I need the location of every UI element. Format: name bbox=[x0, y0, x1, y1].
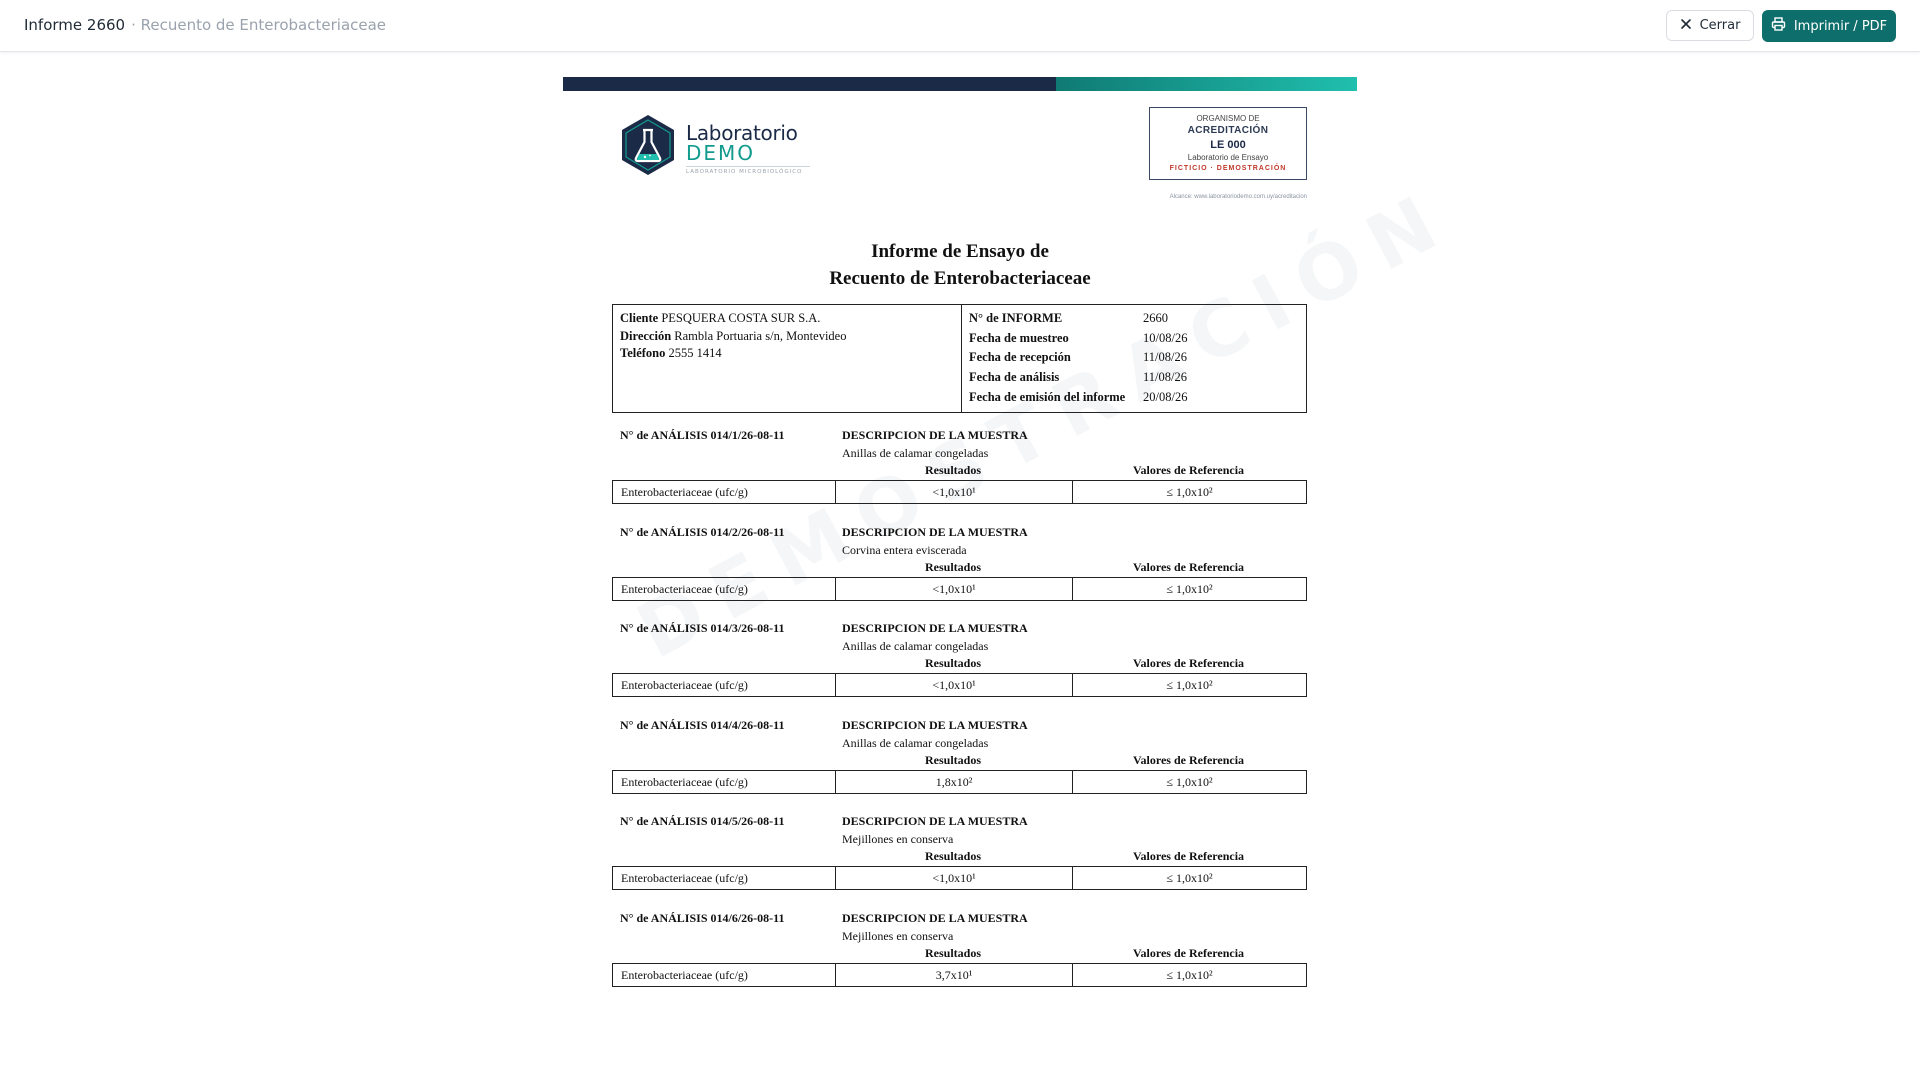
sample-description: Anillas de calamar congeladas bbox=[842, 639, 989, 653]
report-number-label: N° de INFORME bbox=[969, 311, 1063, 325]
sample-description: Anillas de calamar congeladas bbox=[842, 736, 989, 750]
reference-heading: Valores de Referencia bbox=[1132, 946, 1245, 960]
reference-cell: ≤ 1,0x10² bbox=[1166, 485, 1213, 499]
client-info-box bbox=[612, 304, 1307, 413]
analysis-number: N° de ANÁLISIS 014/1/26-08-11 bbox=[620, 428, 785, 442]
reference-cell: ≤ 1,0x10² bbox=[1166, 775, 1213, 789]
description-heading: DESCRIPCION DE LA MUESTRA bbox=[842, 525, 1028, 539]
analysis-number: N° de ANÁLISIS 014/4/26-08-11 bbox=[620, 718, 785, 732]
close-button[interactable] bbox=[1666, 10, 1754, 41]
close-icon bbox=[1680, 18, 1692, 34]
close-label: Cerrar bbox=[1699, 18, 1741, 33]
report-number-value: 2660 bbox=[1143, 311, 1168, 325]
header-band-teal bbox=[1056, 77, 1357, 91]
logo-divider bbox=[686, 166, 810, 167]
client-address: Rambla Portuaria s/n, Montevideo bbox=[674, 329, 847, 343]
description-heading: DESCRIPCION DE LA MUESTRA bbox=[842, 428, 1028, 442]
sample-description: Mejillones en conserva bbox=[842, 832, 954, 846]
window-title bbox=[24, 16, 386, 34]
reference-heading: Valores de Referencia bbox=[1132, 849, 1245, 863]
header-band-dark bbox=[563, 77, 1056, 91]
acc-line5: FICTICIO · DEMOSTRACIÓN bbox=[1169, 165, 1287, 172]
acc-line4: Laboratorio de Ensayo bbox=[1187, 153, 1269, 162]
acc-line2: ACREDITACIÓN bbox=[1187, 125, 1269, 136]
results-heading: Resultados bbox=[924, 463, 981, 477]
analysis-date-value: 11/08/26 bbox=[1143, 370, 1187, 384]
print-pdf-button[interactable] bbox=[1762, 10, 1896, 42]
result-row bbox=[612, 866, 1307, 890]
description-heading: DESCRIPCION DE LA MUESTRA bbox=[842, 718, 1028, 732]
description-heading: DESCRIPCION DE LA MUESTRA bbox=[842, 621, 1028, 635]
sampling-date-label: Fecha de muestreo bbox=[969, 331, 1069, 345]
parameter-cell: Enterobacteriaceae (ufc/g) bbox=[613, 867, 836, 889]
report-title-line1: Informe de Ensayo de bbox=[871, 241, 1049, 262]
parameter-cell: Enterobacteriaceae (ufc/g) bbox=[613, 578, 836, 600]
printer-icon bbox=[1771, 17, 1786, 35]
result-row bbox=[612, 770, 1307, 794]
top-bar bbox=[0, 0, 1920, 52]
results-heading: Resultados bbox=[924, 946, 981, 960]
sample-description: Corvina entera eviscerada bbox=[842, 543, 967, 557]
logo-line2: DEMO bbox=[686, 141, 756, 165]
description-heading: DESCRIPCION DE LA MUESTRA bbox=[842, 911, 1028, 925]
address-line: Dirección Rambla Portuaria s/n, Montevideo bbox=[620, 329, 847, 343]
reception-date-label: Fecha de recepción bbox=[969, 350, 1071, 364]
parameter-cell: Enterobacteriaceae (ufc/g) bbox=[613, 481, 836, 503]
client-line: Cliente PESQUERA COSTA SUR S.A. bbox=[620, 311, 821, 325]
sample-description: Mejillones en conserva bbox=[842, 929, 954, 943]
reference-cell: ≤ 1,0x10² bbox=[1166, 968, 1213, 982]
result-cell: 3,7x10¹ bbox=[836, 964, 1073, 986]
results-heading: Resultados bbox=[924, 849, 981, 863]
analysis-date-label: Fecha de análisis bbox=[969, 370, 1060, 384]
result-row bbox=[612, 673, 1307, 697]
issue-date-value: 20/08/26 bbox=[1143, 390, 1188, 404]
accreditation-scope: Alcance: www.laboratoriodemo.com.uy/acreditacion bbox=[1169, 194, 1307, 200]
result-row bbox=[612, 480, 1307, 504]
report-title: Informe 2660 bbox=[24, 16, 126, 34]
acc-line1: ORGANISMO DE bbox=[1196, 114, 1260, 123]
parameter-cell: Enterobacteriaceae (ufc/g) bbox=[613, 674, 836, 696]
reception-date-value: 11/08/26 bbox=[1143, 350, 1187, 364]
info-divider bbox=[961, 305, 962, 412]
report-document bbox=[563, 77, 1357, 1067]
analysis-number: N° de ANÁLISIS 014/6/26-08-11 bbox=[620, 911, 785, 925]
issue-date-label: Fecha de emisión del informe bbox=[969, 390, 1126, 404]
reference-cell: ≤ 1,0x10² bbox=[1166, 582, 1213, 596]
reference-heading: Valores de Referencia bbox=[1132, 656, 1245, 670]
results-heading: Resultados bbox=[924, 656, 981, 670]
analysis-number: N° de ANÁLISIS 014/2/26-08-11 bbox=[620, 525, 785, 539]
reference-heading: Valores de Referencia bbox=[1132, 753, 1245, 767]
client-name: PESQUERA COSTA SUR S.A. bbox=[661, 311, 821, 325]
result-cell: <1,0x10¹ bbox=[836, 481, 1073, 503]
parameter-cell: Enterobacteriaceae (ufc/g) bbox=[613, 771, 836, 793]
lab-flask-logo-icon bbox=[619, 113, 677, 177]
parameter-cell: Enterobacteriaceae (ufc/g) bbox=[613, 964, 836, 986]
acc-code: LE 000 bbox=[1210, 139, 1246, 151]
result-row bbox=[612, 963, 1307, 987]
logo-tagline: LABORATORIO MICROBIOLÓGICO bbox=[686, 169, 803, 175]
analysis-number: N° de ANÁLISIS 014/5/26-08-11 bbox=[620, 814, 785, 828]
logo-line1: Laboratorio bbox=[686, 121, 798, 145]
result-cell: <1,0x10¹ bbox=[836, 674, 1073, 696]
result-cell: <1,0x10¹ bbox=[836, 578, 1073, 600]
results-heading: Resultados bbox=[924, 560, 981, 574]
result-cell: 1,8x10² bbox=[836, 771, 1073, 793]
reference-cell: ≤ 1,0x10² bbox=[1166, 871, 1213, 885]
phone-line: Teléfono 2555 1414 bbox=[620, 346, 722, 360]
analysis-number: N° de ANÁLISIS 014/3/26-08-11 bbox=[620, 621, 785, 635]
report-subtitle: · Recuento de Enterobacteriaceae bbox=[131, 16, 387, 34]
report-title-line2: Recuento de Enterobacteriaceae bbox=[829, 268, 1091, 289]
client-phone: 2555 1414 bbox=[668, 346, 722, 360]
description-heading: DESCRIPCION DE LA MUESTRA bbox=[842, 814, 1028, 828]
sample-description: Anillas de calamar congeladas bbox=[842, 446, 989, 460]
reference-heading: Valores de Referencia bbox=[1132, 560, 1245, 574]
result-cell: <1,0x10¹ bbox=[836, 867, 1073, 889]
results-heading: Resultados bbox=[924, 753, 981, 767]
print-label: Imprimir / PDF bbox=[1793, 18, 1888, 34]
reference-heading: Valores de Referencia bbox=[1132, 463, 1245, 477]
accreditation-seal bbox=[1149, 107, 1307, 180]
result-row bbox=[612, 577, 1307, 601]
sampling-date-value: 10/08/26 bbox=[1143, 331, 1188, 345]
reference-cell: ≤ 1,0x10² bbox=[1166, 678, 1213, 692]
